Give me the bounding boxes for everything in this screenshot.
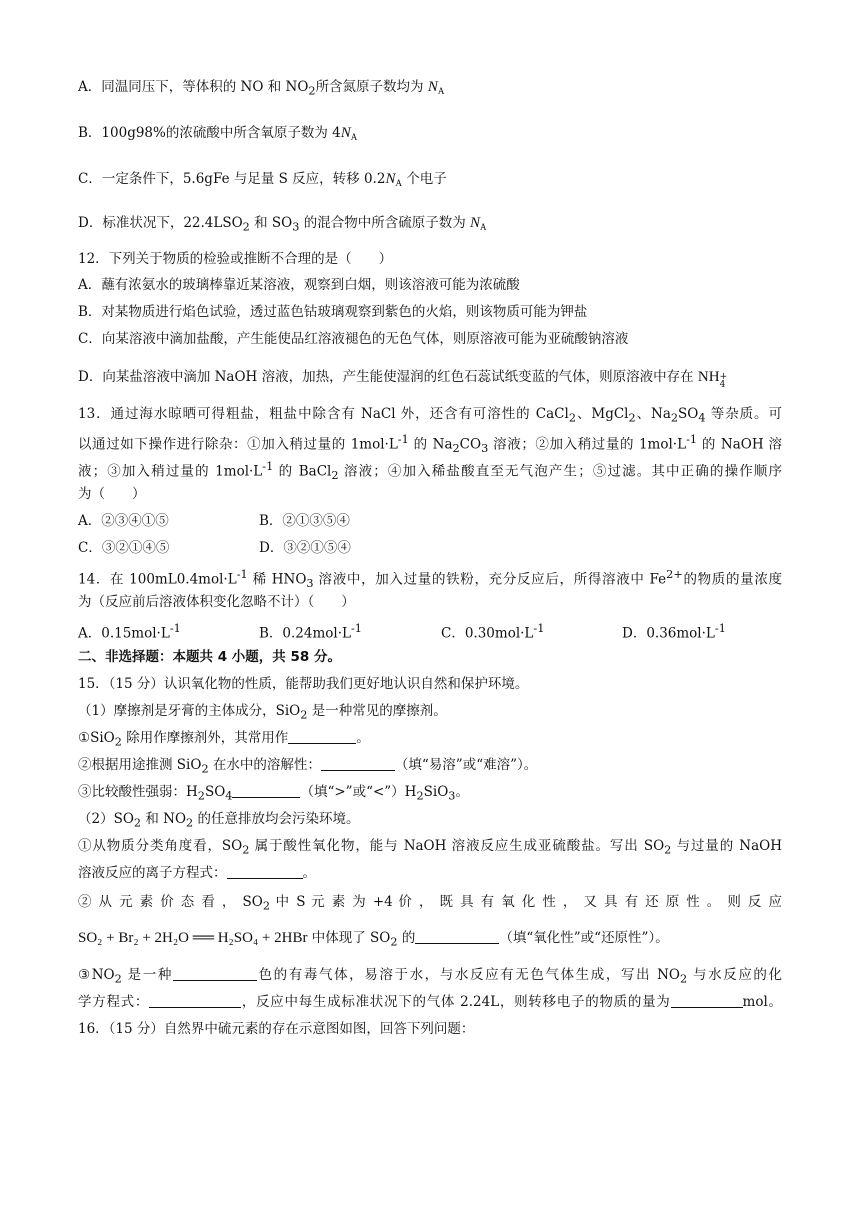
answer-blank[interactable] xyxy=(227,865,303,879)
q11-option-c: C．一定条件下，5.6gFe 与足量 S 反应，转移 $0.2N_A$ 个电子 xyxy=(78,171,447,188)
q15-item1: ①SiO$_2$ 除用作摩擦剂外，其常用作 。 xyxy=(78,730,370,749)
q14-option-d: D．$0.36mol\cdot L^{-1}$ xyxy=(622,622,726,642)
q12-stem: 12．下列关于物质的检验或推断不合理的是（ ） xyxy=(78,251,393,267)
q15-equation-line: SO₂ + Br₂ + 2H₂O ══ H₂SO₄ + 2HBr 中体现了 $SO_2$ 的 （填“氧化性”或“还原性”）。 xyxy=(78,930,669,949)
section-heading: 二、非选择题：本题共 4 小题，共 58 分。 xyxy=(78,649,341,665)
q15-part1: （1）摩擦剂是牙膏的主体成分，SiO$_2$ 是一种常见的摩擦剂。 xyxy=(78,703,447,722)
q14-option-a: A．$0.15mol\cdot L^{-1}$ xyxy=(78,622,181,642)
answer-blank[interactable] xyxy=(288,730,356,744)
q13-option-c: C．③②①④⑤ xyxy=(78,540,170,556)
na-symbol: $N_A$ xyxy=(385,171,402,188)
q12-option-d: D．向某盐溶液中滴加 NaOH 溶液，加热，产生能使湿润的红色石蕊试纸变蓝的气体，则原溶液中存在 NH + 4 xyxy=(78,369,728,390)
na-symbol: $N_A$ xyxy=(470,215,487,232)
q13-line-3: 液；③加入稍过量的 $1mol\cdot L^{-1}$ 的 BaCl$_2$ 溶液；④加入稀盐酸直至无气泡产生；⑤过滤。其中正确的操作顺序 xyxy=(78,460,783,483)
q15-item2-3-cont: 学方程式： ，反应中每生成标准状况下的气体 2.24L，则转移电子的物质的量为 mol。 xyxy=(78,994,782,1010)
na-symbol: $N_A$ xyxy=(340,125,358,142)
q11-option-b: B．100g98%的浓硫酸中所含氧原子数为 $4N_A$ xyxy=(78,125,358,142)
q14-option-b: B．$0.24mol\cdot L^{-1}$ xyxy=(259,622,362,642)
q11-option-a: A．同温同压下，等体积的 NO 和 $NO_2$所含氮原子数均为 $N_A$ xyxy=(78,79,445,98)
q13-line-1: 13．通过海水晾晒可得粗盐，粗盐中除含有 NaCl 外，还含有可溶性的 CaCl$_2$、MgCl$_2$、$Na_2SO_4$ 等杂质。可 xyxy=(78,406,782,425)
q15-item2-1: ①从物质分类角度看，$SO_2$ 属于酸性氧化物，能与 NaOH 溶液反应生成亚硫酸盐。写出 $SO_2$ 与过量的 NaOH xyxy=(78,838,782,857)
answer-blank[interactable] xyxy=(173,967,257,981)
q15-item3: ③比较酸性强弱：$H_2SO_4$ （填“>”或“$<”)H_2SiO_3$。 xyxy=(78,784,469,803)
q11-option-d: D．标准状况下，$22.4LSO_2$ 和 $SO_3$ 的混合物中所含硫原子数为 $N_A$ xyxy=(78,215,487,234)
q15-stem: 15．（15 分）认识氧化物的性质，能帮助我们更好地认识自然和保护环境。 xyxy=(78,676,529,692)
q15-item2-2: ② 从 元 素 价 态 看 ， $SO_2$ 中 S 元 素 为 +4 价 ， 既 具 有 氧 化 性 ， 又 具 有 还 原 性 。 则 反 应 xyxy=(78,894,782,913)
answer-blank[interactable] xyxy=(232,784,300,798)
q15-part2: $(2)SO_2$ 和 $NO_2$ 的任意排放均会污染环境。 xyxy=(78,811,360,830)
q13-line-2: 以通过如下操作进行除杂：①加入稍过量的 $1mol\cdot L^{-1}$ 的 $Na_2CO_3$ 溶液；②加入稍过量的 $1mol\cdot L^{-1}$ 的 NaOH 溶 xyxy=(78,433,783,456)
q15-item2-3: $③NO_2$ 是一种 色的有毒气体，易溶于水，与水反应有无色气体生成，写出 $NO_2$ 与水反应的化 xyxy=(78,967,783,986)
q16-stem: 16．（15 分）自然界中硫元素的存在示意图如图，回答下列问题： xyxy=(78,1021,475,1037)
answer-blank[interactable] xyxy=(149,994,241,1008)
q15-item2: ②根据用途推测 SiO$_2$ 在水中的溶解性： （填“易溶”或“难溶”）。 xyxy=(78,757,538,776)
q13-option-a: A．②③④①⑤ xyxy=(78,513,169,529)
q13-option-d: D．③②①⑤④ xyxy=(259,540,351,556)
q12-option-c: C．向某溶液中滴加盐酸，产生能使品红溶液褪色的无色气体，则原溶液可能为亚硫酸钠溶液 xyxy=(78,331,629,347)
q13-line-4: 为（ ） xyxy=(78,486,146,502)
reaction-equation: SO₂ + Br₂ + 2H₂O ══ H₂SO₄ + 2HBr xyxy=(78,930,308,946)
q14-line-1: 14．在 $100mL0.4mol\cdot L^{-1}$ 稀 $HNO_3$ 溶液中，加入过量的铁粉，充分反应后，所得溶液中 $Fe^{2+}$的物质的量浓度 xyxy=(78,568,782,591)
na-symbol: $N_A$ xyxy=(427,79,445,96)
q14-option-c: C．$0.30mol\cdot L^{-1}$ xyxy=(441,622,545,642)
answer-blank[interactable] xyxy=(415,930,499,944)
q12-option-b: B．对某物质进行焰色试验，透过蓝色钴玻璃观察到紫色的火焰，则该物质可能为钾盐 xyxy=(78,304,588,320)
q15-item2-1-cont: 溶液反应的离子方程式： 。 xyxy=(78,865,316,881)
q14-line-2: 为（反应前后溶液体积变化忽略不计）（ ） xyxy=(78,594,355,610)
q12-option-a: A．蘸有浓氨水的玻璃棒靠近某溶液，观察到白烟，则该溶液可能为浓硫酸 xyxy=(78,277,520,293)
answer-blank[interactable] xyxy=(321,757,395,771)
answer-blank[interactable] xyxy=(671,994,743,1008)
q13-option-b: B．②①③⑤④ xyxy=(259,513,350,529)
